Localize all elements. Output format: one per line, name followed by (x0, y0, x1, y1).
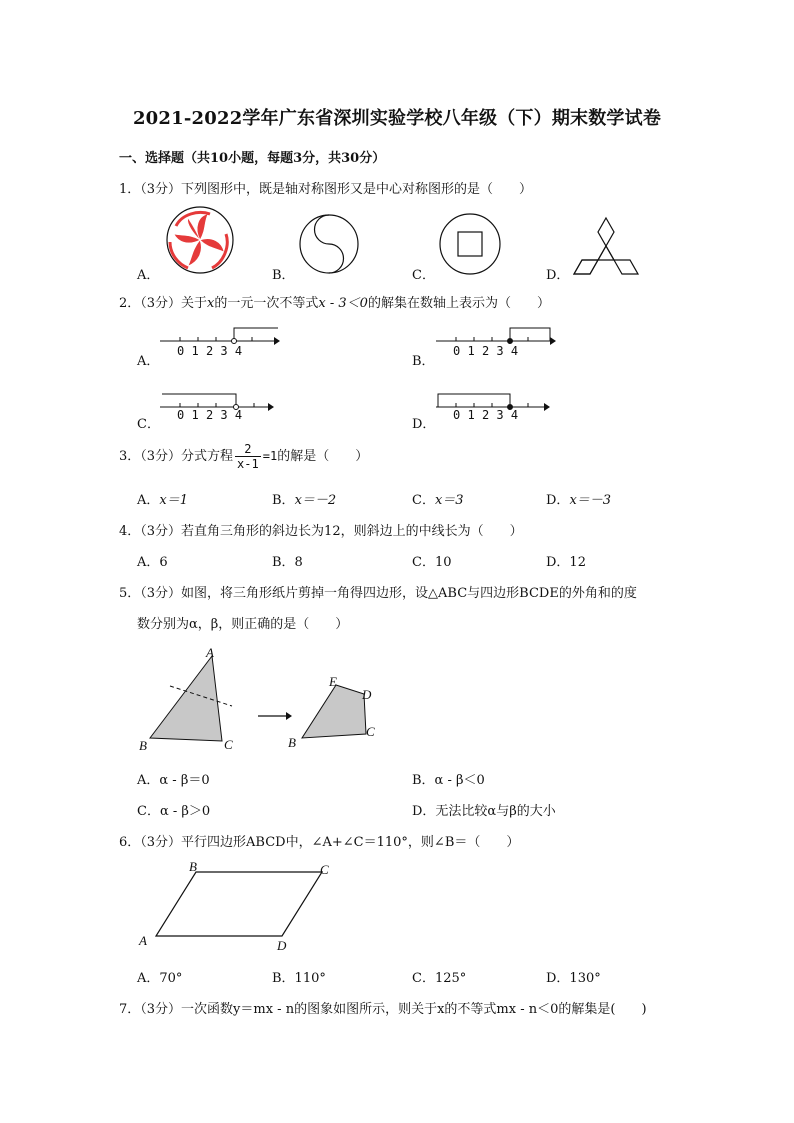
q3-option-d[interactable]: D．x＝－3 (546, 493, 612, 508)
q6-option-c[interactable]: C．125° (412, 971, 467, 986)
q2-variable-x: x (207, 296, 215, 311)
q5-label-b-left: B (139, 738, 147, 753)
q6-label-b: B (189, 859, 197, 874)
q2-stem-part-3: 的解集在数轴上表示为（ ） (367, 296, 550, 311)
q2-c-tick-labels: 0 1 2 3 4 (177, 408, 243, 422)
q5-label-e: E (329, 674, 337, 689)
q2-d-tick-labels: 0 1 2 3 4 (453, 408, 519, 422)
q5-option-c[interactable]: C．α - β＞0 (137, 804, 211, 819)
q3-equals-one: =1 (262, 449, 278, 463)
q2-option-a-label[interactable]: A． (137, 354, 160, 369)
q4-option-b[interactable]: B．8 (272, 555, 303, 570)
q1-option-c-label[interactable]: C． (412, 268, 435, 283)
q6-option-d[interactable]: D．130° (546, 971, 601, 986)
q4-option-c[interactable]: C．10 (412, 555, 452, 570)
q6-option-a[interactable]: A．70° (137, 971, 183, 986)
q5-option-d[interactable]: D．无法比较α与β的大小 (412, 804, 556, 819)
q2-a-tick-labels: 0 1 2 3 4 (177, 344, 243, 358)
q5-label-c-left: C (224, 737, 233, 752)
question-1-stem: 1．（3分）下列图形中，既是轴对称图形又是中心对称图形的是（ ） (119, 182, 533, 197)
hong-kong-flag-icon (164, 206, 238, 274)
question-5-stem-line-2: 数分别为α，β，则正确的是（ ） (137, 617, 349, 632)
q5-figure (136, 644, 396, 756)
square-in-circle-icon (438, 212, 502, 276)
q4-option-d[interactable]: D．12 (546, 555, 586, 570)
q1-option-a-label[interactable]: A． (137, 268, 160, 283)
q5-label-d: D (362, 687, 372, 702)
q2-option-c-label[interactable]: C． (137, 417, 160, 432)
q3-option-c[interactable]: C．x＝3 (412, 493, 464, 508)
q1-option-d-label[interactable]: D． (546, 268, 570, 283)
yin-yang-icon (298, 213, 360, 275)
q3-fraction (235, 442, 261, 471)
q2-b-tick-labels: 0 1 2 3 4 (453, 344, 519, 358)
q3-stem-part-1: 3．（3分）分式方程 (119, 449, 234, 464)
question-7-stem: 7．（3分）一次函数y＝mx - n的图象如图所示，则关于x的不等式mx - n＜0的解集是( ) (119, 1002, 647, 1017)
q3-option-a[interactable]: A．x＝1 (137, 493, 188, 508)
q1-option-b-label[interactable]: B． (272, 268, 295, 283)
q2-option-d-label[interactable]: D． (412, 417, 436, 432)
q2-option-b-label[interactable]: B． (412, 354, 435, 369)
q6-label-a: A (139, 933, 147, 948)
q5-label-a: A (206, 645, 214, 660)
q5-label-b-right: B (288, 735, 296, 750)
q3-fraction-denominator: x-1 (237, 457, 259, 471)
q6-option-b[interactable]: B．110° (272, 971, 326, 986)
q3-fraction-numerator: 2 (235, 442, 261, 457)
q5-option-b[interactable]: B．α - β＜0 (412, 773, 485, 788)
question-5-stem-line-1: 5．（3分）如图，将三角形纸片剪掉一角得四边形，设△ABC与四边形BCDE的外角和的度 (119, 586, 637, 601)
q4-option-a[interactable]: A．6 (137, 555, 168, 570)
question-3-stem (119, 442, 368, 471)
q5-option-a[interactable]: A．α - β＝0 (137, 773, 210, 788)
q3-stem-part-2: 的解是（ ） (277, 449, 369, 464)
question-6-stem: 6．（3分）平行四边形ABCD中，∠A+∠C＝110°，则∠B＝（ ） (119, 835, 520, 850)
q5-label-c-right: C (366, 724, 375, 739)
q2-inequality: x - 3＜0 (318, 296, 368, 311)
q3-option-b[interactable]: B．x＝－2 (272, 493, 337, 508)
section-heading: 一、选择题（共10小题，每题3分，共30分） (119, 151, 386, 166)
parallelogram-figure (136, 860, 336, 950)
exam-title: 2021-2022学年广东省深圳实验学校八年级（下）期末数学试卷 (132, 108, 662, 129)
q2-stem-part-1: 2．（3分）关于 (119, 296, 208, 311)
question-2-stem (119, 292, 550, 311)
q2-stem-part-2: 的一元一次不等式 (214, 296, 319, 311)
mitsubishi-diamonds-icon (572, 216, 640, 276)
question-4-stem: 4．（3分）若直角三角形的斜边长为12，则斜边上的中线长为（ ） (119, 524, 523, 539)
q6-label-c: C (320, 862, 329, 877)
q6-label-d: D (277, 938, 287, 953)
